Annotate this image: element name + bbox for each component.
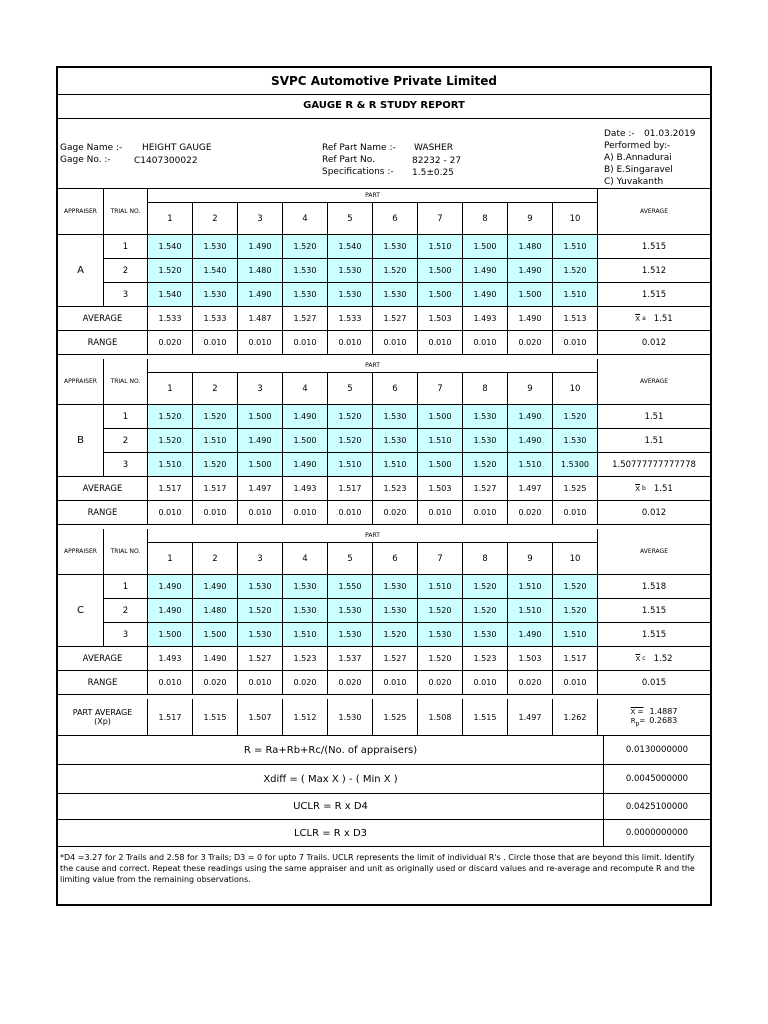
measurement-cell: 1.530	[373, 235, 418, 259]
measurement-cell: 1.530	[283, 575, 328, 599]
range-cell: 0.010	[418, 331, 463, 355]
appraiser-name: A	[58, 235, 104, 307]
measurement-cell: 1.490	[238, 235, 283, 259]
xp-text: (Xp)	[94, 717, 111, 726]
part-number: 3	[238, 543, 283, 575]
range-cell: 0.010	[328, 331, 373, 355]
formula-xdiff-value: 0.0045000000	[604, 765, 710, 794]
measurement-cell: 1.530	[463, 405, 508, 429]
ref-part-no-label: Ref Part No.	[322, 155, 375, 165]
measurement-cell: 1.520	[193, 405, 238, 429]
trial-average: 1.518	[598, 575, 710, 599]
formula-lcl-value: 0.0000000000	[604, 820, 710, 847]
measurement-cell: 1.520	[148, 405, 193, 429]
trial-average: 1.51	[598, 429, 710, 453]
gage-no-value: C1407300022	[134, 156, 198, 166]
xbarbar-label: X =	[630, 707, 644, 716]
measurement-cell: 1.520	[238, 599, 283, 623]
average-header: AVERAGE	[598, 529, 710, 575]
trial-no-header: TRIAL NO.	[104, 359, 148, 405]
measurement-cell: 1.520	[283, 235, 328, 259]
range-cell: 0.010	[553, 501, 598, 525]
part-number: 9	[508, 543, 553, 575]
spec-value: 1.5±0.25	[412, 168, 454, 178]
measurement-cell: 1.530	[193, 283, 238, 307]
part-header: PART	[148, 359, 598, 373]
formula-rbar-text: R = Ra+Rb+Rc/(No. of appraisers)	[243, 744, 418, 756]
part-number: 3	[238, 373, 283, 405]
report-frame	[56, 66, 712, 906]
part-mean-cell: 1.515	[463, 699, 508, 736]
measurement-cell: 1.510	[328, 453, 373, 477]
part-number: 2	[193, 373, 238, 405]
part-number: 8	[463, 373, 508, 405]
xbar-value: 1.52	[653, 653, 673, 664]
date-label: Date :-	[604, 129, 635, 139]
part-mean-cell: 1.512	[283, 699, 328, 736]
xbar-sub: c	[642, 655, 646, 662]
gage-name-value: HEIGHT GAUGE	[142, 143, 212, 153]
range-row-label: RANGE	[58, 501, 148, 525]
formula-xdiff-text: Xdiff = ( Max X ) - ( Min X )	[263, 773, 398, 785]
part-average-cell: 1.497	[508, 477, 553, 501]
part-average-cell: 1.517	[553, 647, 598, 671]
part-average-cell: 1.517	[328, 477, 373, 501]
part-average-label	[58, 699, 148, 736]
measurement-cell: 1.530	[238, 623, 283, 647]
measurement-cell: 1.540	[148, 235, 193, 259]
part-average-cell: 1.527	[463, 477, 508, 501]
part-average-cell: 1.517	[193, 477, 238, 501]
range-cell: 0.010	[463, 501, 508, 525]
measurement-cell: 1.520	[148, 259, 193, 283]
performer-a: A) B.Annadurai	[604, 153, 672, 163]
formula-rbar	[58, 736, 604, 765]
appraiser-header: APPRAISER	[58, 359, 104, 405]
xbar-value: 1.51	[653, 313, 673, 324]
measurement-cell: 1.540	[148, 283, 193, 307]
measurement-cell: 1.530	[193, 235, 238, 259]
appraiser-xbar	[598, 307, 710, 331]
measurement-cell: 1.530	[373, 575, 418, 599]
measurement-cell: 1.510	[193, 429, 238, 453]
footnote: *D4 =3.27 for 2 Trails and 2.58 for 3 Trails; D3 = 0 for upto 7 Trails. UCLR represents the limit of individual R's . Circle those that are beyond this limit. Identify the cause and correct. Repeat these readings using the same appraiser and unit as originally used or discard values and re-average and recompute R and the limiting value from the remaining observations.	[60, 853, 695, 884]
part-average-cell: 1.487	[238, 307, 283, 331]
part-number: 7	[418, 543, 463, 575]
trial-number: 2	[104, 599, 148, 623]
part-number: 5	[328, 543, 373, 575]
measurement-cell: 1.490	[508, 405, 553, 429]
part-average-cell: 1.503	[418, 307, 463, 331]
trial-average: 1.515	[598, 599, 710, 623]
part-average-cell: 1.537	[328, 647, 373, 671]
range-cell: 0.010	[373, 331, 418, 355]
range-cell: 0.010	[283, 331, 328, 355]
part-number: 1	[148, 373, 193, 405]
part-average-cell: 1.527	[373, 647, 418, 671]
measurement-cell: 1.530	[283, 599, 328, 623]
measurement-cell: 1.510	[418, 429, 463, 453]
part-number: 6	[373, 373, 418, 405]
measurement-cell: 1.520	[193, 453, 238, 477]
range-cell: 0.010	[238, 331, 283, 355]
part-mean-cell: 1.262	[553, 699, 598, 736]
part-mean-cell: 1.497	[508, 699, 553, 736]
range-cell: 0.010	[193, 501, 238, 525]
part-mean-cell: 1.515	[193, 699, 238, 736]
performer-b: B) E.Singaravel	[604, 165, 673, 175]
part-number: 4	[283, 543, 328, 575]
measurement-cell: 1.500	[283, 429, 328, 453]
measurement-cell: 1.530	[373, 429, 418, 453]
report-title: GAUGE R & R STUDY REPORT	[58, 94, 710, 119]
measurement-cell: 1.530	[463, 429, 508, 453]
part-average-cell: 1.527	[373, 307, 418, 331]
part-number: 4	[283, 203, 328, 235]
part-average-cell: 1.497	[238, 477, 283, 501]
measurement-cell: 1.520	[463, 575, 508, 599]
trial-average: 1.515	[598, 283, 710, 307]
trial-number: 3	[104, 623, 148, 647]
range-average: 0.015	[598, 671, 710, 695]
part-average-cell: 1.513	[553, 307, 598, 331]
measurement-cell: 1.500	[238, 405, 283, 429]
measurement-cell: 1.510	[508, 575, 553, 599]
part-number: 4	[283, 373, 328, 405]
measurement-cell: 1.530	[238, 575, 283, 599]
measurement-cell: 1.530	[553, 429, 598, 453]
measurement-cell: 1.520	[418, 599, 463, 623]
part-mean-cell: 1.517	[148, 699, 193, 736]
xbarbar-value: 1.4887	[649, 706, 678, 716]
company-title: SVPC Automotive Private Limited	[58, 68, 710, 95]
average-header: AVERAGE	[598, 359, 710, 405]
trial-number: 1	[104, 575, 148, 599]
measurement-cell: 1.510	[553, 283, 598, 307]
part-number: 9	[508, 203, 553, 235]
trial-average: 1.512	[598, 259, 710, 283]
measurement-cell: 1.510	[553, 623, 598, 647]
appraiser-xbar	[598, 477, 710, 501]
performed-by-label: Performed by:-	[604, 141, 671, 151]
part-number: 5	[328, 373, 373, 405]
measurement-cell: 1.490	[283, 405, 328, 429]
part-mean-cell: 1.525	[373, 699, 418, 736]
date-value: 01.03.2019	[644, 129, 696, 139]
measurement-cell: 1.490	[508, 259, 553, 283]
measurement-cell: 1.490	[463, 283, 508, 307]
rp-label: R	[630, 716, 636, 725]
appraiser-header: APPRAISER	[58, 189, 104, 235]
part-number: 2	[193, 543, 238, 575]
measurement-cell: 1.530	[373, 405, 418, 429]
formula-ucl-text: UCLR = R x D4	[293, 801, 368, 812]
range-cell: 0.020	[328, 671, 373, 695]
appraiser-xbar	[598, 647, 710, 671]
measurement-cell: 1.510	[508, 599, 553, 623]
measurement-cell: 1.490	[238, 283, 283, 307]
measurement-cell: 1.510	[418, 575, 463, 599]
range-cell: 0.010	[148, 501, 193, 525]
measurement-cell: 1.500	[463, 235, 508, 259]
trial-number: 3	[104, 283, 148, 307]
ref-part-no-value: 82232 - 27	[412, 156, 462, 166]
part-average-cell: 1.527	[283, 307, 328, 331]
range-cell: 0.010	[463, 331, 508, 355]
rp-sub: p	[635, 720, 640, 728]
range-cell: 0.010	[463, 671, 508, 695]
measurement-cell: 1.500	[418, 283, 463, 307]
rp-value: 0.2683	[649, 715, 678, 725]
range-cell: 0.010	[553, 331, 598, 355]
measurement-cell: 1.530	[328, 623, 373, 647]
range-cell: 0.020	[373, 501, 418, 525]
trial-number: 1	[104, 405, 148, 429]
measurement-cell: 1.520	[373, 259, 418, 283]
part-average-text: PART AVERAGE	[72, 708, 133, 717]
xbar-value: 1.51	[653, 483, 673, 494]
measurement-cell: 1.520	[553, 599, 598, 623]
range-cell: 0.010	[418, 501, 463, 525]
range-cell: 0.020	[283, 671, 328, 695]
appraiser-name: C	[58, 575, 104, 647]
measurement-cell: 1.510	[373, 453, 418, 477]
measurement-cell: 1.530	[373, 283, 418, 307]
measurement-cell: 1.500	[238, 453, 283, 477]
xbar-label: $\overline{X}$	[635, 314, 641, 323]
measurement-cell: 1.490	[148, 599, 193, 623]
part-number: 6	[373, 203, 418, 235]
part-average-cell: 1.533	[328, 307, 373, 331]
part-number: 10	[553, 373, 598, 405]
measurement-cell: 1.530	[328, 283, 373, 307]
measurement-cell: 1.520	[373, 623, 418, 647]
part-number: 9	[508, 373, 553, 405]
measurement-cell: 1.500	[508, 283, 553, 307]
range-cell: 0.010	[193, 331, 238, 355]
appraiser-name: B	[58, 405, 104, 477]
measurement-cell: 1.510	[553, 235, 598, 259]
grand-average-cell	[598, 699, 710, 736]
measurement-cell: 1.510	[418, 235, 463, 259]
measurement-cell: 1.490	[283, 453, 328, 477]
ref-part-name-label: Ref Part Name :-	[322, 143, 396, 153]
part-average-cell: 1.503	[418, 477, 463, 501]
measurement-cell: 1.530	[328, 599, 373, 623]
trial-no-header: TRIAL NO.	[104, 529, 148, 575]
formula-ucl	[58, 794, 604, 820]
gage-no-label: Gage No. :-	[60, 155, 111, 165]
average-header: AVERAGE	[598, 189, 710, 235]
range-cell: 0.020	[508, 671, 553, 695]
measurement-cell: 1.490	[193, 575, 238, 599]
measurement-cell: 1.530	[283, 259, 328, 283]
part-number: 10	[553, 543, 598, 575]
measurement-cell: 1.520	[328, 405, 373, 429]
measurement-cell: 1.500	[418, 259, 463, 283]
measurement-cell: 1.540	[328, 235, 373, 259]
measurement-cell: 1.540	[193, 259, 238, 283]
range-cell: 0.010	[148, 671, 193, 695]
part-mean-cell: 1.508	[418, 699, 463, 736]
range-row-label: RANGE	[58, 671, 148, 695]
trial-average: 1.515	[598, 623, 710, 647]
range-average: 0.012	[598, 331, 710, 355]
part-average-cell: 1.525	[553, 477, 598, 501]
measurement-cell: 1.500	[148, 623, 193, 647]
trial-average: 1.515	[598, 235, 710, 259]
range-cell: 0.020	[193, 671, 238, 695]
range-average: 0.012	[598, 501, 710, 525]
rp-eq: =	[639, 716, 646, 725]
measurement-cell: 1.500	[418, 405, 463, 429]
part-average-cell: 1.493	[283, 477, 328, 501]
part-average-cell: 1.527	[238, 647, 283, 671]
trial-no-header: TRIAL NO.	[104, 189, 148, 235]
measurement-cell: 1.500	[193, 623, 238, 647]
measurement-cell: 1.510	[508, 453, 553, 477]
part-average-cell: 1.523	[463, 647, 508, 671]
trial-average: 1.51	[598, 405, 710, 429]
measurement-cell: 1.510	[148, 453, 193, 477]
part-header: PART	[148, 529, 598, 543]
appraiser-header: APPRAISER	[58, 529, 104, 575]
formula-rbar-value: 0.0130000000	[604, 736, 710, 765]
formula-lcl-text: LCLR = R x D3	[293, 827, 368, 839]
measurement-cell: 1.530	[463, 623, 508, 647]
part-average-cell: 1.533	[193, 307, 238, 331]
formula-lcl	[58, 820, 604, 847]
range-cell: 0.020	[148, 331, 193, 355]
measurement-cell: 1.510	[283, 623, 328, 647]
part-average-cell: 1.533	[148, 307, 193, 331]
average-row-label: AVERAGE	[58, 477, 148, 501]
part-average-cell: 1.493	[148, 647, 193, 671]
part-average-cell: 1.493	[463, 307, 508, 331]
xbar-label: $\overline{X}$	[635, 484, 641, 493]
range-row-label: RANGE	[58, 331, 148, 355]
part-average-cell: 1.490	[193, 647, 238, 671]
measurement-cell: 1.490	[148, 575, 193, 599]
part-number: 1	[148, 203, 193, 235]
range-cell: 0.020	[418, 671, 463, 695]
measurement-cell: 1.520	[553, 259, 598, 283]
trial-number: 2	[104, 259, 148, 283]
measurement-cell: 1.520	[553, 575, 598, 599]
measurement-cell: 1.520	[148, 429, 193, 453]
xbar-sub: b	[642, 485, 646, 492]
range-cell: 0.010	[238, 501, 283, 525]
part-average-cell: 1.503	[508, 647, 553, 671]
average-row-label: AVERAGE	[58, 307, 148, 331]
part-mean-cell: 1.530	[328, 699, 373, 736]
range-cell: 0.010	[283, 501, 328, 525]
measurement-cell: 1.530	[283, 283, 328, 307]
part-mean-cell: 1.507	[238, 699, 283, 736]
measurement-cell: 1.520	[328, 429, 373, 453]
range-cell: 0.010	[328, 501, 373, 525]
measurement-cell: 1.480	[238, 259, 283, 283]
formula-ucl-value: 0.0425100000	[604, 794, 710, 820]
part-average-cell: 1.520	[418, 647, 463, 671]
measurement-cell: 1.520	[463, 453, 508, 477]
measurement-cell: 1.520	[463, 599, 508, 623]
range-cell: 0.020	[508, 331, 553, 355]
trial-number: 1	[104, 235, 148, 259]
part-number: 6	[373, 543, 418, 575]
part-number: 7	[418, 203, 463, 235]
part-number: 2	[193, 203, 238, 235]
measurement-cell: 1.490	[238, 429, 283, 453]
measurement-cell: 1.530	[418, 623, 463, 647]
measurement-cell: 1.550	[328, 575, 373, 599]
measurement-cell: 1.520	[553, 405, 598, 429]
xbar-label: $\overline{X}$	[635, 654, 641, 663]
part-number: 10	[553, 203, 598, 235]
range-cell: 0.010	[238, 671, 283, 695]
part-number: 8	[463, 203, 508, 235]
average-row-label: AVERAGE	[58, 647, 148, 671]
measurement-cell: 1.480	[508, 235, 553, 259]
measurement-cell: 1.5300	[553, 453, 598, 477]
part-average-cell: 1.523	[373, 477, 418, 501]
part-number: 3	[238, 203, 283, 235]
part-number: 1	[148, 543, 193, 575]
part-number: 7	[418, 373, 463, 405]
range-cell: 0.020	[508, 501, 553, 525]
spec-label: Specifications :-	[322, 167, 394, 177]
part-average-cell: 1.523	[283, 647, 328, 671]
part-average-cell: 1.490	[508, 307, 553, 331]
xbar-sub: a	[642, 315, 646, 322]
measurement-cell: 1.490	[508, 429, 553, 453]
trial-average: 1.50777777777778	[598, 453, 710, 477]
part-average-cell: 1.517	[148, 477, 193, 501]
gage-name-label: Gage Name :-	[60, 143, 123, 153]
range-cell: 0.010	[373, 671, 418, 695]
measurement-cell: 1.500	[418, 453, 463, 477]
measurement-cell: 1.490	[463, 259, 508, 283]
measurement-cell: 1.530	[373, 599, 418, 623]
trial-number: 3	[104, 453, 148, 477]
measurement-cell: 1.490	[508, 623, 553, 647]
range-cell: 0.010	[553, 671, 598, 695]
measurement-cell: 1.530	[328, 259, 373, 283]
ref-part-name-value: WASHER	[414, 143, 453, 153]
part-number: 8	[463, 543, 508, 575]
part-header: PART	[148, 189, 598, 203]
trial-number: 2	[104, 429, 148, 453]
performer-c: C) Yuvakanth	[604, 177, 664, 187]
part-number: 5	[328, 203, 373, 235]
measurement-cell: 1.480	[193, 599, 238, 623]
formula-xdiff	[58, 765, 604, 794]
